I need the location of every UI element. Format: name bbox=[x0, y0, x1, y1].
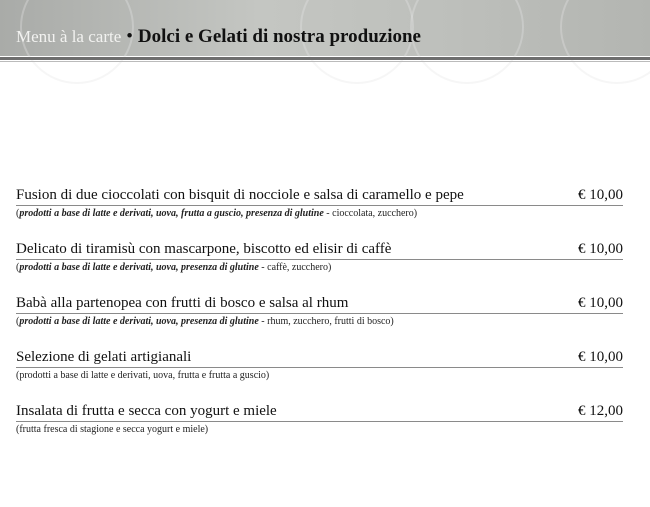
menu-item-price: € 10,00 bbox=[578, 295, 623, 311]
menu-item-name: Delicato di tiramisù con mascarpone, biscotto ed elisir di caffè bbox=[16, 241, 392, 257]
menu-item bbox=[16, 294, 623, 328]
note-ingredients: - cioccolata, zucchero) bbox=[323, 208, 418, 219]
note-ingredients: - caffè, zucchero) bbox=[258, 262, 332, 273]
menu-item-name: Selezione di gelati artigianali bbox=[16, 349, 192, 365]
note-allergens: prodotti a base di latte e derivati, uova, presenza di glutine bbox=[19, 262, 259, 273]
menu-item-allergens bbox=[16, 315, 623, 328]
menu-item-price: € 10,00 bbox=[578, 187, 623, 203]
note-ingredients: (prodotti a base di latte e derivati, uova, frutta e frutta a guscio) bbox=[16, 370, 270, 381]
menu-item-allergens bbox=[16, 207, 623, 220]
menu-item-row bbox=[16, 186, 623, 206]
menu-item-row bbox=[16, 402, 623, 422]
menu-item-allergens bbox=[16, 261, 623, 274]
rosette-decoration bbox=[560, 0, 650, 84]
menu-item bbox=[16, 348, 623, 382]
note-open: ( bbox=[16, 316, 20, 327]
menu-item-price: € 10,00 bbox=[578, 241, 623, 257]
menu-item bbox=[16, 402, 623, 436]
note-open: ( bbox=[16, 208, 20, 219]
menu-item-price: € 12,00 bbox=[578, 403, 623, 419]
menu-item-name: Babà alla partenopea con frutti di bosco e salsa al rhum bbox=[16, 295, 349, 311]
title-separator: • bbox=[126, 26, 133, 47]
menu-item-name: Insalata di frutta e secca con yogurt e miele bbox=[16, 403, 277, 419]
menu-item-price: € 10,00 bbox=[578, 349, 623, 365]
header-divider bbox=[0, 57, 650, 60]
title-prefix: Menu à la carte bbox=[16, 27, 122, 46]
menu-item bbox=[16, 240, 623, 274]
menu-item-row bbox=[16, 294, 623, 314]
menu-item bbox=[16, 186, 623, 220]
note-allergens: prodotti a base di latte e derivati, uova, frutta a guscio, presenza di glutine bbox=[19, 208, 324, 219]
note-ingredients: (frutta fresca di stagione e secca yogurt e miele) bbox=[16, 424, 209, 435]
rosette-decoration bbox=[410, 0, 524, 84]
menu-item-allergens bbox=[16, 369, 623, 382]
menu-item-name: Fusion di due cioccolati con bisquit di nocciole e salsa di caramello e pepe bbox=[16, 187, 464, 203]
note-open: ( bbox=[16, 262, 20, 273]
page-title bbox=[16, 26, 421, 48]
page-header bbox=[0, 0, 650, 56]
menu-item-allergens bbox=[16, 423, 623, 436]
menu-item-row bbox=[16, 348, 623, 368]
menu-item-row bbox=[16, 240, 623, 260]
note-ingredients: - rhum, zucchero, frutti di bosco) bbox=[258, 316, 394, 327]
header-divider-thin bbox=[0, 61, 650, 62]
note-allergens: prodotti a base di latte e derivati, uova, presenza di glutine bbox=[19, 316, 259, 327]
title-main: Dolci e Gelati di nostra produzione bbox=[137, 26, 421, 47]
